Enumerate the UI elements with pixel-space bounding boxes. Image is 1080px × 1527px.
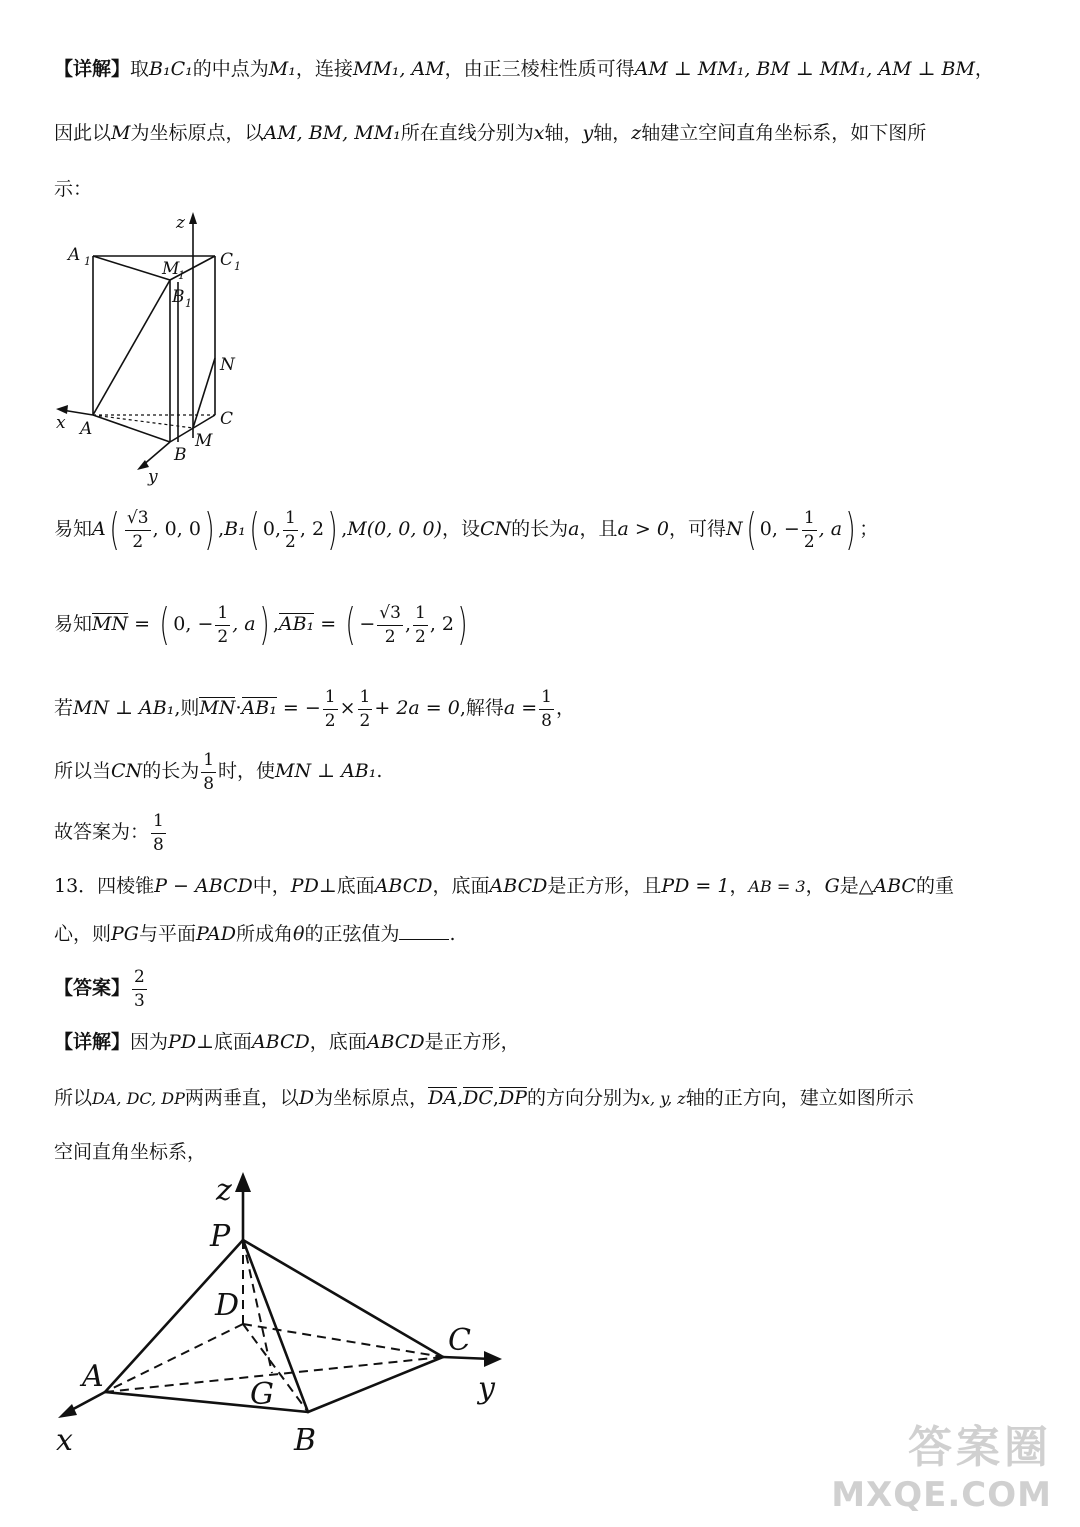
num: 1 [201, 751, 216, 773]
paren: ( [249, 504, 260, 555]
label-d: D [215, 1288, 240, 1323]
text: 所以当 [54, 760, 112, 783]
vector-mn: MN [92, 613, 129, 635]
den: 2 [217, 626, 229, 647]
text: , 2 [429, 613, 454, 635]
text: , 2 [299, 518, 325, 540]
math-cond: MN ⊥ AB₁ [73, 697, 175, 720]
paren: ) [845, 504, 856, 555]
text: . [449, 923, 456, 945]
math-b1: B₁ [224, 518, 246, 540]
label-b: B [174, 445, 187, 465]
num: 1 [323, 688, 338, 710]
math-da-dc-dp: DA, DC, DP [92, 1089, 185, 1108]
label-sub: 1 [84, 255, 91, 268]
text: 为坐标原点， [314, 1087, 429, 1109]
text: = [134, 613, 151, 635]
label-x: x [56, 413, 66, 433]
num: √3 [125, 509, 151, 531]
den: 8 [541, 710, 552, 731]
den: 2 [803, 531, 815, 552]
frac-1-8 [539, 688, 554, 730]
math-g: G [824, 875, 840, 897]
label-sub: 1 [234, 260, 241, 273]
answer-line [54, 812, 168, 854]
vector-ab1: AB₁ [278, 613, 315, 635]
math-pd1: PD = 1 [661, 875, 730, 897]
num: 1 [151, 812, 166, 834]
frac-1-2 [413, 604, 428, 646]
text: 所以 [54, 1087, 93, 1109]
den: 2 [132, 531, 144, 552]
text: 所在直线分别为 [400, 122, 534, 144]
answer-tag: 【答案】 [54, 977, 131, 1000]
label-a1: A [68, 245, 81, 265]
text: ，由正三棱柱性质可得 [444, 58, 635, 80]
den: 2 [285, 531, 296, 552]
paren: ) [204, 504, 215, 555]
question-13-line-1 [54, 877, 954, 896]
text: 的长为 [142, 760, 200, 783]
text: 13．四棱锥 [54, 875, 155, 897]
den: 2 [384, 626, 396, 647]
num: 2 [132, 968, 147, 990]
text: , [457, 1087, 464, 1109]
text: ，连接 [295, 58, 353, 80]
detail-line-6 [54, 688, 575, 730]
text: = [320, 613, 337, 635]
text: . [376, 760, 383, 783]
text: ，可得 [668, 518, 726, 540]
math-z: z [631, 122, 642, 144]
math-pad: PAD [196, 923, 236, 945]
math-n: N [725, 518, 743, 540]
text: · [235, 697, 242, 720]
text: ，底面 [309, 1031, 367, 1053]
text: , [492, 1087, 499, 1109]
watermark-url: MXQE.COM [831, 1475, 1052, 1515]
text: 是正方形， [424, 1031, 520, 1053]
math-abcd: ABCD [366, 1031, 425, 1053]
text: , a [232, 613, 256, 635]
label-g: G [250, 1377, 274, 1412]
detail-line-3 [54, 180, 92, 199]
paren: ) [457, 599, 468, 650]
vector-ab1: AB₁ [241, 697, 277, 720]
pyramid-figure [50, 1170, 520, 1460]
math-pd: PD [168, 1031, 197, 1053]
label-a: A [80, 419, 93, 439]
text: ⊥底面 [196, 1031, 252, 1053]
label-y: y [478, 1371, 495, 1406]
text: 是正方形，且 [547, 875, 662, 897]
text: ,则 [174, 697, 200, 720]
label-c: C [448, 1323, 471, 1358]
text: 轴， [544, 122, 583, 144]
text: + 2a = 0 [374, 697, 460, 720]
text: 空间直角坐标系， [54, 1141, 207, 1163]
paren: ( [746, 504, 757, 555]
text: 易知 [54, 518, 93, 540]
vector-dp: DP [498, 1087, 527, 1109]
text: 0, [262, 518, 282, 540]
math-a-positive: a > 0 [617, 518, 669, 540]
frac-1-8 [201, 751, 216, 793]
text: 的重 [915, 875, 954, 897]
watermark [831, 1411, 1052, 1515]
num: 1 [802, 509, 817, 531]
text: 与平面 [138, 923, 196, 945]
frac-2-3 [132, 968, 147, 1010]
detail-line-7 [54, 751, 382, 793]
text: 两两垂直，以 [184, 1087, 299, 1109]
detail-line-1 [54, 60, 994, 79]
num: 1 [283, 509, 298, 531]
text: , 0, 0 [152, 518, 201, 540]
text: ， [729, 875, 749, 897]
text: 取 [130, 58, 150, 80]
text: × [339, 697, 356, 720]
label-x: x [56, 1423, 73, 1458]
math-m1: M₁ [268, 58, 296, 80]
math-d: D [298, 1087, 315, 1109]
text: 是 [839, 875, 859, 897]
math-a-var: a [568, 518, 580, 540]
detail-13-line-1 [54, 1033, 520, 1052]
math-m-origin: M(0, 0, 0) [347, 518, 442, 540]
text: 示： [54, 178, 93, 200]
text: , a [818, 518, 843, 540]
text: 轴的正方向，建立如图所示 [685, 1087, 914, 1109]
vector-dc: DC [463, 1087, 493, 1109]
math-abcd: ABCD [489, 875, 548, 897]
text: ， [974, 58, 994, 80]
text: 0, − [759, 518, 800, 540]
text: 所成角 [236, 923, 294, 945]
text: 时，使 [218, 760, 276, 783]
math-x: x [533, 122, 545, 144]
detail-13-line-3 [54, 1143, 206, 1162]
math-mm1-am: MM₁, AM [352, 58, 445, 80]
text: ， [556, 697, 576, 720]
text: 的正弦值为 [304, 923, 400, 945]
label-m1: M [162, 259, 180, 279]
label-sub: 1 [178, 269, 185, 282]
frac-1-2 [323, 688, 338, 730]
detail-tag: 【详解】 [54, 1031, 131, 1053]
math-b1c1: B₁C₁ [149, 58, 193, 80]
label-a: A [82, 1359, 104, 1394]
text: 心，则 [54, 923, 112, 945]
den: 2 [414, 626, 426, 647]
frac-sqrt3-2 [125, 509, 151, 551]
paren: ( [345, 599, 356, 650]
frac-1-2 [802, 509, 817, 551]
math-cond: MN ⊥ AB₁ [275, 760, 377, 783]
frac-1-8 [151, 812, 166, 854]
label-z: z [176, 213, 185, 233]
label-n: N [220, 355, 235, 375]
label-b1: B [172, 287, 185, 307]
watermark-logo-text: 答案圈 [908, 1422, 1052, 1473]
text: 中， [252, 875, 291, 897]
den: 8 [203, 773, 215, 794]
den: 2 [359, 710, 371, 731]
detail-tag: 【详解】 [54, 58, 131, 80]
text: ； [859, 518, 879, 540]
text: 0, − [173, 613, 214, 635]
num: 1 [215, 604, 230, 626]
text: ，且 [579, 518, 618, 540]
detail-13-line-2 [54, 1087, 914, 1109]
text: ，底面 [432, 875, 490, 897]
den: 2 [324, 710, 336, 731]
math-abcd: ABCD [251, 1031, 310, 1053]
math-pd: PD [290, 875, 319, 897]
text: 易知 [54, 613, 93, 635]
frac-1-2 [358, 688, 373, 730]
math-pabcd: P − ABCD [154, 875, 253, 897]
prism-figure [50, 210, 260, 490]
den: 3 [134, 990, 145, 1011]
text: 故答案为： [54, 821, 150, 844]
math-cn: CN [111, 760, 143, 783]
answer-13-line [54, 968, 149, 1010]
text: ， [805, 875, 825, 897]
text: ,解得 [459, 697, 504, 720]
math-m: M [111, 122, 131, 144]
frac-1-2 [215, 604, 230, 646]
paren: ) [327, 504, 338, 555]
frac-sqrt3-2 [377, 604, 403, 646]
text: 轴建立空间直角坐标系，如下图所 [641, 122, 927, 144]
math-cn: CN [479, 518, 512, 540]
text: ，设 [441, 518, 480, 540]
text: 因此以 [54, 122, 112, 144]
paren: ( [159, 599, 170, 650]
paren: ( [109, 504, 120, 555]
math-abcd: ABCD [374, 875, 433, 897]
den: 8 [153, 834, 164, 855]
num: 1 [413, 604, 428, 626]
answer-blank [399, 925, 449, 940]
math-axes-lines: AM, BM, MM₁ [263, 122, 401, 144]
text: 的中点为 [192, 58, 269, 80]
math-xyz: x, y, z [641, 1089, 686, 1108]
math-triangle: △ABC [858, 875, 916, 897]
label-p: P [210, 1219, 231, 1254]
text: = − [282, 697, 321, 720]
paren: ) [259, 599, 270, 650]
detail-line-2 [54, 124, 926, 143]
math-a: A [92, 518, 106, 540]
label-b: B [294, 1423, 317, 1458]
num: √3 [377, 604, 403, 626]
label-y: y [148, 467, 158, 487]
math-pg: PG [111, 923, 139, 945]
label-z: z [216, 1173, 232, 1208]
text: 轴， [593, 122, 632, 144]
text: 为坐标原点，以 [130, 122, 264, 144]
math-ab3: AB = 3 [748, 877, 806, 896]
vector-da: DA [428, 1087, 458, 1109]
label-c: C [220, 409, 234, 429]
label-sub: 1 [185, 297, 192, 310]
text: a = [503, 697, 538, 720]
math-theta: θ [293, 923, 305, 945]
detail-line-5: 易知MN = ( 0, − $\frac{1}{2}$ , a) ,AB₁ = ( − $\frac{√3}{2}$ , $\frac{1}{2}$ , 2) [54, 599, 468, 650]
text: ⊥底面 [318, 875, 375, 897]
label-c1: C [220, 250, 234, 270]
math-y: y [582, 122, 594, 144]
text: 的方向分别为 [526, 1087, 641, 1109]
text: 若 [54, 697, 74, 720]
text: − [359, 613, 376, 635]
math-perp-relations: AM ⊥ MM₁, BM ⊥ MM₁, AM ⊥ BM [634, 58, 975, 80]
text: , [404, 613, 411, 635]
detail-line-4: 易知A( $\frac{√3}{2}$ , 0, 0) ,B₁( 0, $\frac{1}{2}$ , 2) ,M(0, 0, 0)，设CN的长为a，且a > 0，可得N( 0, − $\frac{1}{2}$ , a) ； [54, 504, 879, 555]
text: 因为 [130, 1031, 169, 1053]
vector-mn: MN [199, 697, 236, 720]
frac-1-2 [283, 509, 298, 551]
num: 1 [539, 688, 554, 710]
num: 1 [358, 688, 373, 710]
text: 的长为 [511, 518, 569, 540]
label-m: M [195, 431, 213, 451]
question-13-line-2 [54, 925, 456, 944]
